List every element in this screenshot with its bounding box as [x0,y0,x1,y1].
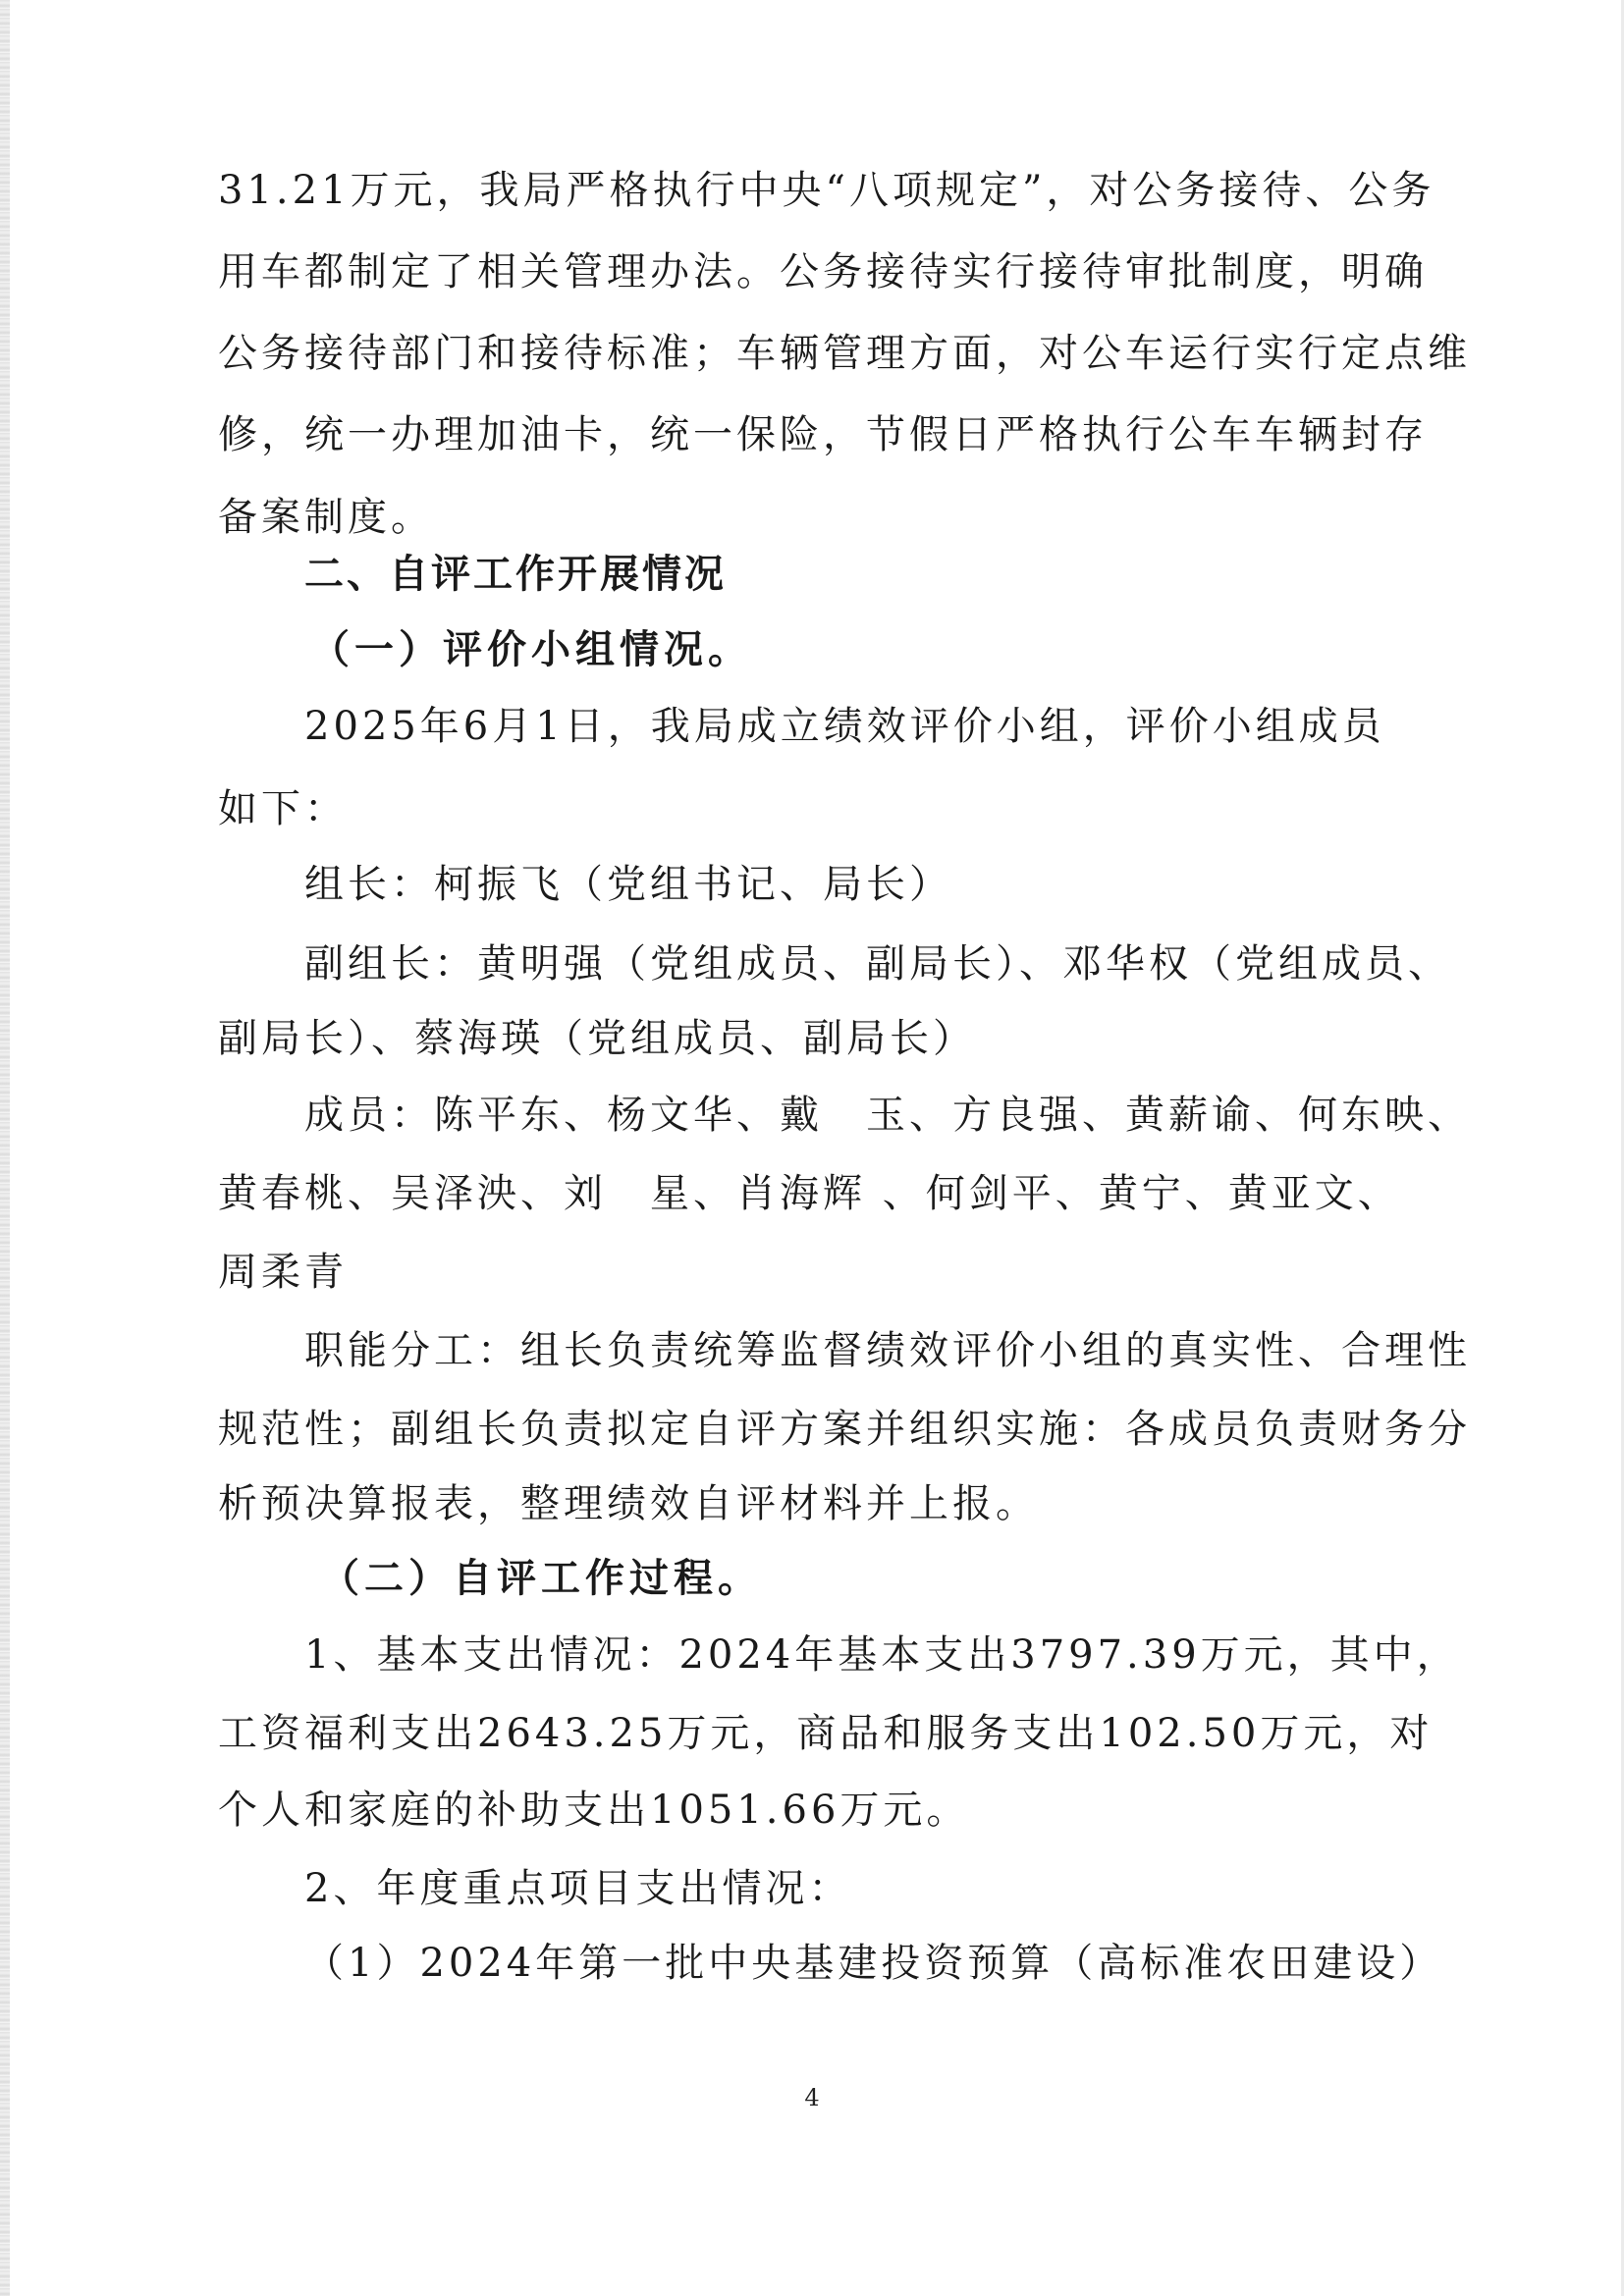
members-line-cont-2: 周柔青 [218,1250,348,1295]
members-line-cont-1: 黄春桃、吴泽泱、刘 星、肖海辉 、何剑平、黄宁、黄亚文、 [218,1171,1401,1216]
body-line-5: 备案制度。 [218,495,434,540]
team-leader-line: 组长：柯振飞（党组书记、局长） [304,862,952,907]
project-expense-line: 2、年度重点项目支出情况： [304,1866,852,1911]
members-line: 成员：陈平东、杨文华、戴 玉、方良强、黄薪谕、何东映、 [304,1093,1471,1138]
subsection-heading-2: （二）自评工作过程。 [320,1555,762,1601]
page-number: 4 [804,2084,820,2111]
body-line-1: 31.21万元，我局严格执行中央“八项规定”，对公务接待、公务 [218,168,1435,213]
body-line-2: 用车都制定了相关管理办法。公务接待实行接待审批制度，明确 [218,249,1428,294]
deputy-leader-line-cont: 副局长）、蔡海瑛（党组成员、副局长） [218,1016,976,1061]
basic-expense-line-2: 工资福利支出2643.25万元，商品和服务支出102.50万元，对 [218,1711,1434,1756]
project-item-line-1: （1）2024年第一批中央基建投资预算（高标准农田建设） [304,1941,1443,1986]
deputy-leader-line: 副组长：黄明强（党组成员、副局长）、邓华权（党组成员、 [304,941,1451,987]
body-line-3: 公务接待部门和接待标准；车辆管理方面，对公车运行实行定点维 [218,331,1471,376]
duties-line-2: 规范性；副组长负责拟定自评方案并组织实施：各成员负责财务分 [218,1407,1471,1452]
basic-expense-line-3: 个人和家庭的补助支出1051.66万元。 [218,1788,970,1833]
body-line-8: 2025年6月1日，我局成立绩效评价小组，评价小组成员 [304,704,1385,749]
basic-expense-line-1: 1、基本支出情况：2024年基本支出3797.39万元，其中， [304,1632,1460,1678]
duties-line-3: 析预决算报表，整理绩效自评材料并上报。 [218,1481,1039,1526]
body-line-9: 如下： [218,786,348,831]
body-line-4: 修，统一办理加油卡，统一保险，节假日严格执行公车车辆封存 [218,412,1428,457]
section-heading-2: 二、自评工作开展情况 [304,551,727,597]
subsection-heading-1: （一）评价小组情况。 [310,626,752,672]
duties-line-1: 职能分工：组长负责统筹监督绩效评价小组的真实性、合理性 [304,1328,1471,1373]
